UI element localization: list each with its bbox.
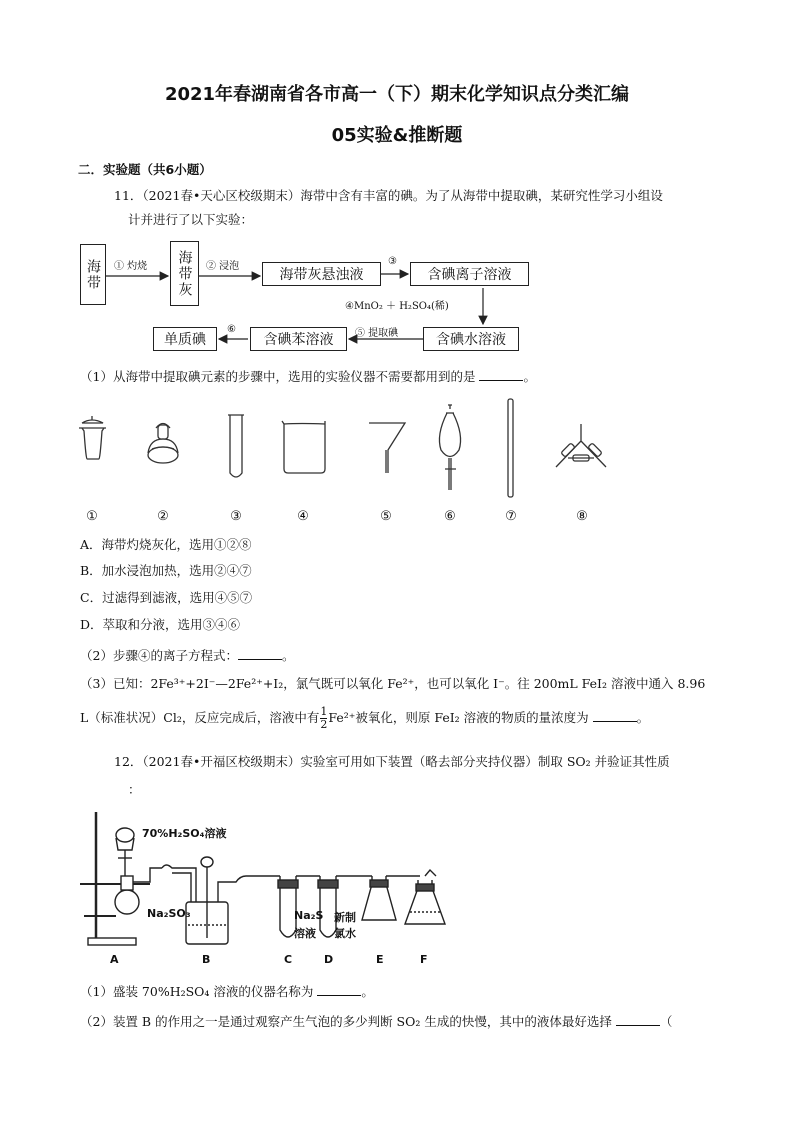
label-chlorine-water-2: 氯水 (334, 927, 356, 940)
page-subtitle: 05实验&推断题 (331, 125, 463, 146)
label-na2s-solution: 溶液 (294, 927, 316, 940)
q12-part1: （1）盛装 70%H₂SO₄ 溶液的仪器名称为 。 (80, 984, 374, 999)
label-na2s: Na₂S (294, 909, 324, 922)
box-ash-suspension: 海带灰悬浊液 (262, 262, 381, 286)
step1-label: ① 灼烧 (114, 261, 148, 272)
q11-part3-line2: L（标准状况）Cl₂，反应完成后，溶液中有 $\frac{1}{2}$ Fe²⁺被氧化，则原 FeI₂ 溶液的物质的量浓度为 。 (80, 705, 650, 731)
apparatus-letter: B (202, 953, 211, 966)
q11-stem-line1: 11．（2021春•天心区校级期末）海带中含有丰富的碘。为了从海带中提取碘，某研究性学习小组设 (114, 188, 663, 203)
apparatus-letter: A (110, 953, 119, 966)
q12-stem-line1: 12．（2021春•开福区校级期末）实验室可用如下装置（略去部分夹持仪器）制取 SO₂ 并验证其性质 (114, 754, 670, 769)
instrument-number: ⑤ (380, 509, 392, 524)
instrument-number: ③ (230, 509, 242, 524)
box-iodide-solution: 含碘离子溶液 (410, 262, 529, 286)
instrument-number: ⑧ (576, 509, 588, 524)
instrument-number: ④ (297, 509, 309, 524)
answer-blank (317, 984, 361, 996)
step6-label: ⑥ (227, 324, 236, 335)
answer-blank (616, 1014, 660, 1026)
instrument-number: ⑦ (505, 509, 517, 524)
apparatus-letter: D (324, 953, 334, 966)
apparatus-letter: C (284, 953, 293, 966)
option-d: D．萃取和分液，选用③④⑥ (80, 617, 241, 632)
page-title: 2021年春湖南省各市高一（下）期末化学知识点分类汇编 (164, 84, 630, 105)
step2-label: ② 浸泡 (206, 261, 240, 272)
instrument-number: ① (86, 509, 98, 524)
q12-part2: （2）装置 B 的作用之一是通过观察产生气泡的多少判断 SO₂ 生成的快慢，其中的液体最好选择 （ (80, 1014, 673, 1029)
instrument-number: ⑥ (444, 509, 456, 524)
box-elemental-iodine: 单质碘 (153, 327, 217, 351)
apparatus-letter: E (376, 953, 384, 966)
step4-label: ④MnO₂ ＋ H₂SO₄(稀) (345, 301, 449, 312)
label-chlorine-water-1: 新制 (334, 911, 356, 924)
box-seaweed-ash: 海带灰 (170, 241, 199, 306)
option-c: C．过滤得到滤液，选用④⑤⑦ (80, 590, 253, 605)
instrument-number: ② (157, 509, 169, 524)
box-iodine-water: 含碘水溶液 (423, 327, 519, 351)
q11-part3-line1: （3）已知：2Fe³⁺+2I⁻—2Fe²⁺+I₂，氯气既可以氧化 Fe²⁺，也可以氧化 I⁻。往 200mL FeI₂ 溶液中通入 8.96 (80, 676, 706, 691)
q12-stem-line2: ： (128, 782, 141, 797)
box-iodine-benzene: 含碘苯溶液 (250, 327, 347, 351)
label-na2so3: Na₂SO₃ (147, 907, 191, 920)
step5-label: ⑤ 提取碘 (355, 328, 399, 339)
q11-stem-line2: 计并进行了以下实验： (128, 212, 254, 227)
step3-label: ③ (388, 256, 397, 267)
q11-part2: （2）步骤④的离子方程式： 。 (80, 648, 295, 663)
apparatus-letter: F (420, 953, 428, 966)
option-a: A．海带灼烧灰化，选用①②⑧ (80, 537, 252, 552)
q11-part1: （1）从海带中提取碘元素的步骤中，选用的实验仪器不需要都用到的是 。 (80, 369, 536, 384)
label-h2so4: 70%H₂SO₄溶液 (142, 827, 227, 840)
section-heading: 二．实验题（共6小题） (78, 162, 212, 177)
fraction-one-half: $\frac{1}{2}$ (320, 705, 328, 731)
option-b: B．加水浸泡加热，选用②④⑦ (80, 563, 252, 578)
box-seaweed: 海带 (80, 244, 106, 305)
